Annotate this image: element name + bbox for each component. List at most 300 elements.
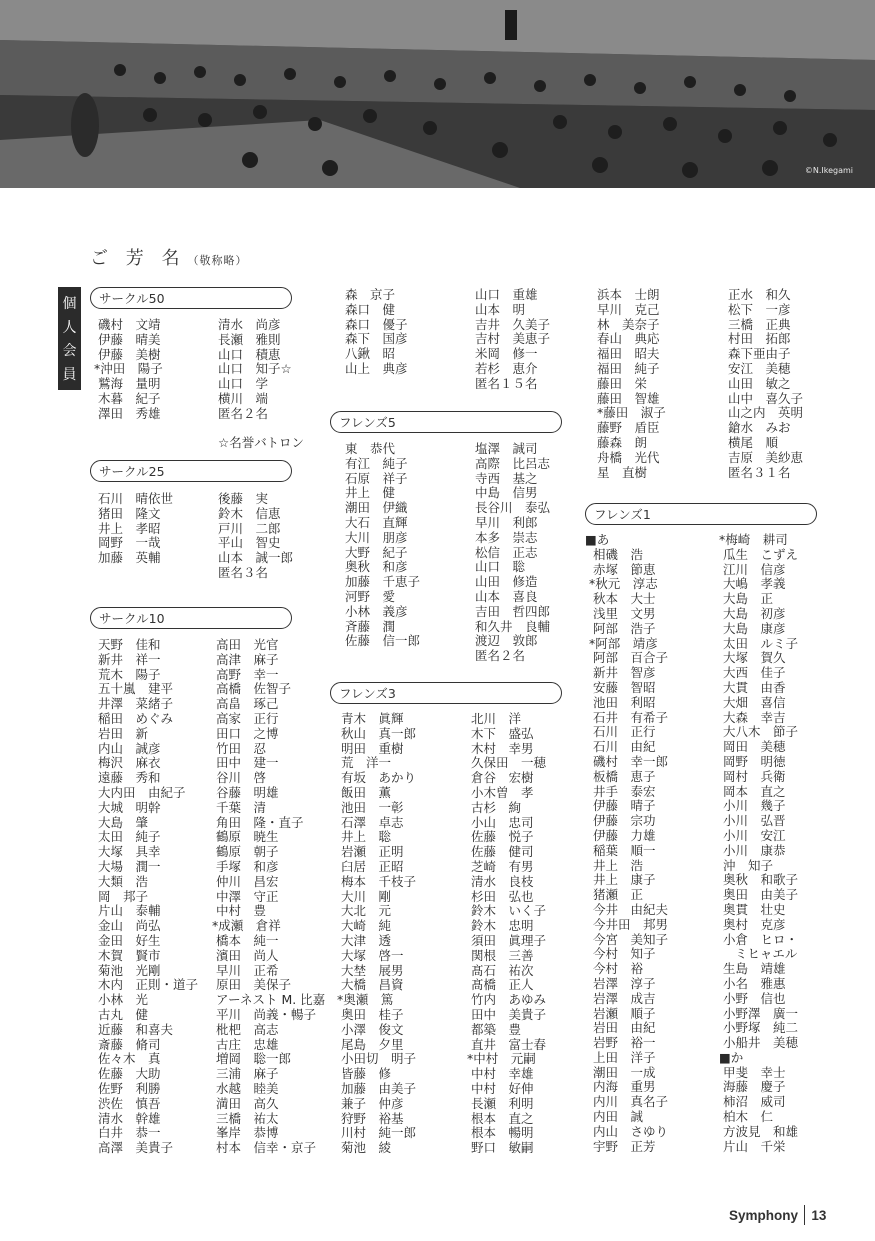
name-list-circle10-cont-right (475, 288, 550, 392)
member-name: 奥田 由美子 (719, 887, 798, 903)
member-name: 内海 重男 (585, 1079, 656, 1095)
member-name: 伊藤 晴子 (585, 798, 656, 814)
member-name: 中澤 守正 (212, 888, 279, 904)
member-name: 岡野 一哉 (94, 535, 161, 551)
name-list-friends1-right (719, 533, 798, 1154)
member-name: 井上 康子 (585, 872, 656, 888)
member-name: 山口 学 (218, 376, 269, 392)
member-name: ☆名誉バトロン (218, 435, 304, 451)
member-name: 高田 光官 (212, 637, 279, 652)
member-name: 山之内 英明 (728, 405, 804, 421)
member-name: 澤田 秀雄 (94, 405, 161, 421)
member-name: 小山 忠司 (467, 814, 534, 830)
group-label-circle25: サークル25 (90, 460, 292, 482)
name-list-circle10-left (94, 638, 198, 1156)
member-name: 狩野 裕基 (337, 1110, 404, 1126)
member-name: 上田 洋子 (585, 1049, 656, 1065)
member-name: 兼子 仲彦 (337, 1095, 404, 1111)
member-name: 横尾 順 (728, 434, 779, 450)
member-name: 今井田 邦男 (585, 916, 668, 932)
member-name: 小林 義彦 (345, 603, 408, 619)
member-name: 鈴木 信恵 (218, 505, 281, 521)
section-label-char: 員 (62, 367, 77, 384)
member-name: 岩瀬 正明 (337, 844, 404, 860)
member-name: 福田 昭夫 (597, 346, 660, 362)
member-name: 金田 好生 (94, 932, 161, 948)
member-name: 大場 潤一 (94, 858, 161, 874)
member-name: 小川 安江 (719, 827, 786, 843)
member-name: 根本 暢明 (467, 1125, 534, 1141)
member-name: 長瀬 利明 (467, 1095, 534, 1111)
member-name: 竹内 あゆみ (467, 992, 546, 1008)
member-name: 加藤 由美子 (337, 1080, 416, 1096)
name-list-friends5-left (345, 442, 420, 649)
member-name: 遠藤 秀和 (94, 770, 161, 786)
member-name: 田中 建一 (212, 755, 279, 771)
member-name: 片山 千栄 (719, 1138, 786, 1154)
member-name: 白井 恭一 (94, 1125, 161, 1141)
member-name: 近藤 和喜夫 (94, 1021, 173, 1037)
member-name: 山口 重雄 (475, 287, 538, 302)
member-name: 匿名１５名 (475, 375, 538, 391)
member-name: 大島 肇 (94, 814, 148, 830)
member-name: 岡本 直之 (719, 783, 786, 799)
member-name: 古杉 絢 (467, 799, 521, 815)
member-name: 秋山 真一郎 (337, 725, 416, 741)
member-name: 林 美奈子 (597, 316, 660, 332)
member-name: 正水 和久 (728, 287, 791, 302)
member-name: 藤森 朗 (597, 434, 648, 450)
member-name: 斎藤 脩司 (94, 1036, 161, 1052)
name-list-circle10-cont-left (345, 288, 408, 377)
member-name: 大塚 啓一 (337, 947, 404, 963)
member-name: 稲田 めぐみ (94, 710, 173, 726)
member-name: 安江 美穂 (728, 360, 791, 376)
member-name: 森口 優子 (345, 316, 408, 332)
member-name: 大橋 昌資 (337, 977, 404, 993)
member-name: 水越 睦美 (212, 1080, 279, 1096)
member-name: 増岡 聡一郎 (212, 1051, 291, 1067)
member-name: 和久井 良輔 (475, 618, 551, 634)
member-name: 佐藤 悦子 (467, 829, 534, 845)
member-name: 小船井 美穂 (719, 1035, 798, 1051)
member-name: 森下亜由子 (728, 346, 791, 362)
member-name: 奥貫 壮史 (719, 901, 786, 917)
member-name: 中村 幸雄 (467, 1066, 534, 1082)
member-name: 猪田 隆文 (94, 505, 161, 521)
member-name: 井上 孝昭 (94, 520, 161, 536)
member-name: 河野 愛 (345, 588, 396, 604)
member-name: 斉藤 潤 (345, 618, 396, 634)
member-name: 高畠 琢己 (212, 696, 279, 712)
member-name: 磯村 幸一郎 (585, 753, 668, 769)
member-name: ミヒャエル (719, 946, 798, 962)
member-name: 安藤 智昭 (585, 679, 656, 695)
member-name: 藤田 栄 (597, 375, 648, 391)
member-name: 岡野 明徳 (719, 753, 786, 769)
member-name: 髙石 祐次 (467, 962, 534, 978)
member-name: 森下 国彦 (345, 331, 408, 347)
member-name: 梅本 千枝子 (337, 873, 416, 889)
group-label-circle50: サークル50 (90, 287, 292, 309)
section-label-char: 個 (62, 295, 77, 312)
member-name: 大畑 喜信 (719, 694, 786, 710)
member-name: *沖田 陽子 (94, 361, 163, 377)
member-name: 角田 隆・直子 (212, 814, 304, 830)
member-name: 直井 富士春 (467, 1036, 546, 1052)
member-name: 稲葉 順一 (585, 842, 656, 858)
member-name: 原田 美保子 (212, 977, 291, 993)
group-label-friends1: フレンズ1 (585, 503, 817, 525)
member-name: 金山 尚弘 (94, 918, 161, 934)
member-name: 明田 重樹 (337, 740, 404, 756)
member-name: 甲斐 幸士 (719, 1064, 786, 1080)
member-name: 吉原 美紗恵 (728, 449, 804, 465)
member-name: 松信 正志 (475, 544, 538, 560)
member-name: 加藤 千恵子 (345, 574, 421, 590)
member-name: 伊藤 力雄 (585, 827, 656, 843)
member-name: 峯岸 恭博 (212, 1125, 279, 1141)
member-name: 古丸 健 (94, 1006, 148, 1022)
member-name: 八鍬 昭 (345, 346, 396, 362)
member-name: 大西 佳子 (719, 665, 786, 681)
name-list-friends1-left (585, 533, 668, 1154)
member-name: 石川 正行 (585, 724, 656, 740)
member-name: 阿部 浩子 (585, 620, 656, 636)
member-name: 大島 正 (719, 591, 773, 607)
member-name: 片山 泰輔 (94, 903, 161, 919)
member-name: 江川 信彦 (719, 561, 786, 577)
member-name: 新井 智彦 (585, 665, 656, 681)
member-name: 吉田 哲四郎 (475, 603, 551, 619)
member-name: 山本 明 (475, 301, 526, 317)
member-name: 渡辺 敦郎 (475, 633, 538, 649)
member-name: 高家 正行 (212, 710, 279, 726)
page-number: 13 (811, 1207, 827, 1223)
member-name: 池田 一彰 (337, 799, 404, 815)
name-list-friends5-right (475, 442, 550, 664)
member-name: 内川 真名子 (585, 1094, 668, 1110)
member-name: 長瀬 雅則 (218, 331, 281, 347)
member-name: 小川 康恭 (719, 842, 786, 858)
member-name: 千葉 清 (212, 799, 266, 815)
member-name: 星 直樹 (597, 464, 648, 480)
member-name: 佐藤 信一郎 (345, 633, 421, 649)
group-label-friends3: フレンズ3 (330, 682, 562, 704)
footer-brand: Symphony (729, 1207, 799, 1223)
member-name: 荒 洋一 (337, 755, 391, 771)
member-name: 小澤 俊文 (337, 1021, 404, 1037)
name-list-circle50-left (94, 318, 163, 422)
member-name: 濱田 尚人 (212, 947, 279, 963)
member-name: 米岡 修一 (475, 346, 538, 362)
member-name: 今村 裕 (585, 961, 643, 977)
member-name: 井上 聡 (337, 829, 391, 845)
member-name: 太田 純子 (94, 829, 161, 845)
member-name: 岩澤 成吉 (585, 990, 656, 1006)
member-name: 大崎 純 (337, 918, 391, 934)
member-name: 小林 光 (94, 992, 148, 1008)
member-name: 枇杷 高志 (212, 1021, 279, 1037)
member-name: 大北 元 (337, 903, 391, 919)
member-name: 石澤 卓志 (337, 814, 404, 830)
member-name: 五十嵐 建平 (94, 681, 173, 697)
name-list-friends5-cont-left (597, 288, 666, 480)
member-name: 石井 有希子 (585, 709, 668, 725)
member-name: 井手 泰宏 (585, 783, 656, 799)
member-name: 後藤 実 (218, 491, 269, 506)
member-name: 猪瀬 正 (585, 887, 643, 903)
member-name: ■あ (585, 532, 610, 547)
member-name: 若杉 恵介 (475, 360, 538, 376)
member-name: 藤田 智雄 (597, 390, 660, 406)
member-name: 赤塚 節恵 (585, 561, 656, 577)
heading-title: ご 芳 名 (90, 248, 186, 269)
member-name: アーネスト M. 比嘉 (212, 992, 326, 1008)
member-name: 岩澤 淳子 (585, 975, 656, 991)
member-name: 三橋 正典 (728, 316, 791, 332)
section-label-char: 人 (62, 319, 77, 336)
member-name: 三浦 麻子 (212, 1066, 279, 1082)
member-name: 木村 幸男 (467, 740, 534, 756)
member-name: 山本 誠一郎 (218, 550, 294, 566)
member-name: 大塚 賀久 (719, 650, 786, 666)
member-name: 匿名３１名 (728, 464, 791, 480)
member-name: 横川 端 (218, 390, 269, 406)
member-name: 太田 ルミ子 (719, 635, 798, 651)
name-list-circle25-right (218, 492, 293, 581)
member-name: 小名 雅惠 (719, 975, 786, 991)
member-name: 皆藤 修 (337, 1066, 391, 1082)
member-name: 臼居 正昭 (337, 858, 404, 874)
member-name: 本多 崇志 (475, 529, 538, 545)
member-name: 海藤 慶子 (719, 1079, 786, 1095)
member-name: 小野 信也 (719, 990, 786, 1006)
member-name: 寺西 基之 (475, 470, 538, 486)
member-name: 秋本 大士 (585, 591, 656, 607)
member-name: 都築 豊 (467, 1021, 521, 1037)
member-name: 伊藤 宗功 (585, 813, 656, 829)
member-name: 満田 高久 (212, 1095, 279, 1111)
member-name: 大島 初彦 (719, 605, 786, 621)
member-name: 阿部 百合子 (585, 650, 668, 666)
member-name: 井上 浩 (585, 857, 643, 873)
member-name: 柏木 仁 (719, 1109, 773, 1125)
member-name: 内田 誠 (585, 1109, 643, 1125)
member-name: 天野 佳和 (94, 637, 161, 652)
orchestra-photo (0, 0, 875, 188)
photo-credit: ©N.Ikegami (804, 166, 853, 175)
member-name: 有江 純子 (345, 455, 408, 471)
member-name: 大島 康彦 (719, 620, 786, 636)
member-name: 塩澤 誠司 (475, 441, 538, 456)
member-name: 岩野 裕一 (585, 1035, 656, 1051)
member-name: 芝崎 有男 (467, 858, 534, 874)
section-label-individual-members (58, 287, 81, 390)
member-name: 佐野 利勝 (94, 1080, 161, 1096)
member-name: 倉谷 宏樹 (467, 770, 534, 786)
member-name: 鈴木 忠明 (467, 918, 534, 934)
member-name: *阿部 靖彦 (585, 635, 658, 651)
page-heading (90, 244, 247, 270)
member-name: 橋本 純一 (212, 932, 279, 948)
member-name: 谷藤 明雄 (212, 784, 279, 800)
member-name: 杉田 弘也 (467, 888, 534, 904)
member-name: 谷川 啓 (212, 770, 266, 786)
member-name: 潮田 一成 (585, 1064, 656, 1080)
member-name: 青木 眞輝 (337, 711, 404, 726)
member-name: 岡村 兵衛 (719, 768, 786, 784)
member-name: 沖 知子 (719, 857, 773, 873)
member-name: 古庄 忠雄 (212, 1036, 279, 1052)
member-name: 木賀 賢市 (94, 947, 161, 963)
member-name: 大川 朋彦 (345, 529, 408, 545)
member-name: 竹田 忍 (212, 740, 266, 756)
name-list-friends3-right (467, 712, 546, 1156)
member-name: 鷲海 量明 (94, 376, 161, 392)
member-name: 渋佐 慎吾 (94, 1095, 161, 1111)
member-name: 匿名３名 (218, 564, 269, 580)
member-name: 田口 之博 (212, 725, 279, 741)
member-name: 新井 祥一 (94, 651, 161, 667)
member-name: 今宮 美知子 (585, 931, 668, 947)
member-name: 磯村 文靖 (94, 317, 161, 332)
member-name: 石川 晴依世 (94, 491, 173, 506)
member-name: 飯田 薫 (337, 784, 391, 800)
footer-divider (804, 1205, 805, 1225)
heading-note: （敬称略） (187, 254, 248, 267)
member-name: 菊池 光剛 (94, 962, 161, 978)
member-name: 井上 健 (345, 485, 396, 501)
member-name: 岡 邦子 (94, 888, 148, 904)
member-name: 大石 直輝 (345, 514, 408, 530)
member-name: 木暮 紀子 (94, 390, 161, 406)
member-name: 石川 由紀 (585, 739, 656, 755)
member-name: 清水 良枝 (467, 873, 534, 889)
member-name: *秋元 淳志 (585, 576, 658, 592)
member-name: 髙橋 正人 (467, 977, 534, 993)
member-name: 岡田 美穂 (719, 739, 786, 755)
member-name: 瓜生 こずえ (719, 546, 798, 562)
member-name: 大森 幸吉 (719, 709, 786, 725)
member-name: *成瀬 倉祥 (212, 918, 281, 934)
member-name: 鎗水 みお (728, 420, 791, 436)
member-name: 奥村 克彦 (719, 916, 786, 932)
group-label-friends5: フレンズ5 (330, 411, 562, 433)
member-name: 吉村 美恵子 (475, 331, 551, 347)
member-name: 三橋 祐太 (212, 1110, 279, 1126)
member-name: 田中 美貴子 (467, 1006, 546, 1022)
member-name: 山口 知子☆ (218, 361, 292, 377)
member-name: 山口 聡 (475, 559, 526, 575)
member-name: 高際 比呂志 (475, 455, 551, 471)
member-name: 柿沼 威司 (719, 1094, 786, 1110)
member-name: 大類 浩 (94, 873, 148, 889)
member-name: 手塚 和彦 (212, 858, 279, 874)
member-name: 内山 さゆり (585, 1123, 668, 1139)
member-name: 山口 積恵 (218, 346, 281, 362)
page-footer (729, 1204, 826, 1226)
member-name: *奥瀬 篤 (337, 992, 394, 1008)
member-name: 山田 敏之 (728, 375, 791, 391)
member-name: 池田 利昭 (585, 694, 656, 710)
member-name: 小木曽 孝 (467, 784, 534, 800)
member-name: 奥秋 和歌子 (719, 872, 798, 888)
member-name: 森口 健 (345, 301, 396, 317)
member-name: 久保田 一穂 (467, 755, 546, 771)
member-name: 高橋 佐智子 (212, 681, 291, 697)
member-name: 須田 眞理子 (467, 932, 546, 948)
name-list-circle50-right (218, 318, 304, 451)
member-name: 浅里 文男 (585, 605, 656, 621)
member-name: 清水 尚彦 (218, 317, 281, 332)
member-name: *藤田 淑子 (597, 405, 666, 421)
name-list-circle25-left (94, 492, 173, 566)
member-name: 生島 靖雄 (719, 961, 786, 977)
member-name: 大野 紀子 (345, 544, 408, 560)
member-name: 山田 修造 (475, 574, 538, 590)
member-name: 北川 洋 (467, 711, 521, 726)
member-name: 山上 典彦 (345, 360, 408, 376)
section-label-char: 会 (62, 343, 77, 360)
member-name: 木内 正則・道子 (94, 977, 198, 993)
member-name: 川村 純一郎 (337, 1125, 416, 1141)
member-name: 尾島 夕里 (337, 1036, 404, 1052)
member-name: 小倉 ヒロ・ (719, 931, 798, 947)
member-name: 平山 智史 (218, 535, 281, 551)
member-name: 大八木 節子 (719, 724, 798, 740)
member-name: 藤野 盾臣 (597, 420, 660, 436)
member-name: 小川 幾子 (719, 798, 786, 814)
member-name: 高津 麻子 (212, 651, 279, 667)
member-name: 根本 直之 (467, 1110, 534, 1126)
member-name: 平川 尚義・暢子 (212, 1006, 316, 1022)
member-name: 宇野 正芳 (585, 1138, 656, 1154)
member-name: 中島 信男 (475, 485, 538, 501)
member-name: 大内田 由紀子 (94, 784, 186, 800)
member-name: 鶴原 暁生 (212, 829, 279, 845)
name-list-friends3-left (337, 712, 416, 1156)
member-name: 大貫 由香 (719, 679, 786, 695)
member-name: 関根 三善 (467, 947, 534, 963)
member-name: 中村 好伸 (467, 1080, 534, 1096)
member-name: 小野塚 純二 (719, 1020, 798, 1036)
member-name: 松下 一彦 (728, 301, 791, 317)
member-name: 匿名２名 (475, 648, 526, 664)
member-name: 大津 透 (337, 932, 391, 948)
member-name: 仲川 昌宏 (212, 873, 279, 889)
member-name: 岩田 由紀 (585, 1020, 656, 1036)
group-label-circle10: サークル10 (90, 607, 292, 629)
member-name: 岩田 新 (94, 725, 148, 741)
member-name: 清水 幹雄 (94, 1110, 161, 1126)
member-name: 奥秋 和彦 (345, 559, 408, 575)
member-name: *梅崎 耕司 (719, 532, 788, 547)
member-name: 浜本 士朗 (597, 287, 660, 302)
member-name: 岩瀬 順子 (585, 1005, 656, 1021)
member-name: 佐藤 大助 (94, 1066, 161, 1082)
member-name: 舟橋 光代 (597, 449, 660, 465)
member-name: 高野 幸一 (212, 666, 279, 682)
member-name: 加藤 英輔 (94, 550, 161, 566)
member-name: ■か (719, 1049, 744, 1065)
member-name: 村本 信幸・京子 (212, 1140, 316, 1156)
member-name: 板橋 恵子 (585, 768, 656, 784)
member-name: 大川 剛 (337, 888, 391, 904)
member-name: 今井 由紀夫 (585, 901, 668, 917)
member-name: 戸川 二郎 (218, 520, 281, 536)
name-list-friends5-cont-right (728, 288, 803, 480)
